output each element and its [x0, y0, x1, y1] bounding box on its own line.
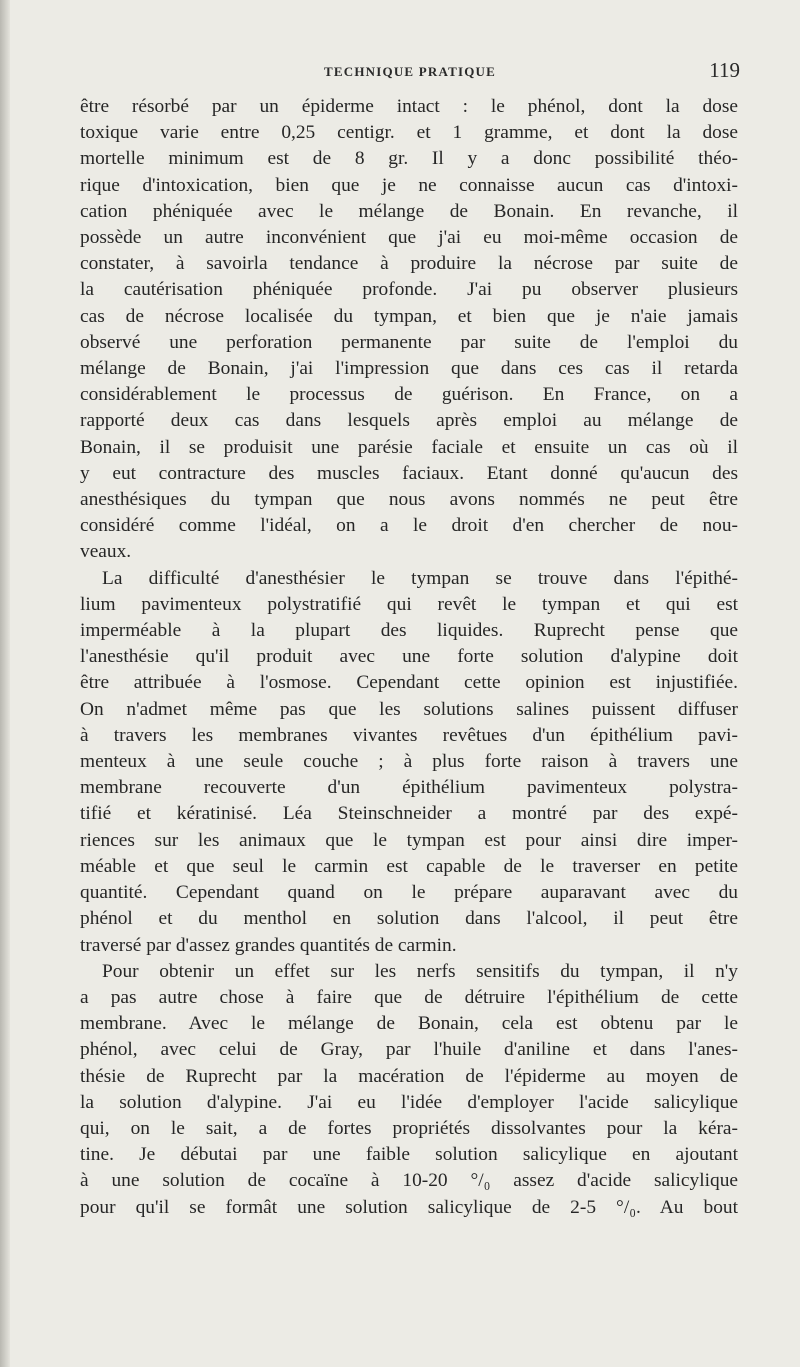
- text-line: thésie de Ruprecht par la macération de l'épiderme au moyen de: [80, 1065, 738, 1087]
- text-line: veaux.: [80, 541, 132, 563]
- text-line: pour qu'il se formât une solution salicylique de 2-5 °/₀. Au bout: [80, 1196, 738, 1218]
- text-line: phénol, avec celui de Gray, par l'huile d'aniline et dans l'anes-: [80, 1039, 738, 1061]
- text-line: observé une perforation permanente par suite de l'emploi du: [80, 331, 738, 353]
- text-line: à travers les membranes vivantes revêtues d'un épithélium pavi-: [80, 724, 738, 746]
- text-line: y eut contracture des muscles faciaux. Etant donné qu'aucun des: [80, 462, 738, 484]
- text-line: mélange de Bonain, j'ai l'impression que dans ces cas il retarda: [80, 358, 738, 380]
- text-line: quantité. Cependant quand on le prépare auparavant avec du: [80, 882, 738, 904]
- text-line: lium pavimenteux polystratifié qui revêt le tympan et qui est: [80, 593, 738, 615]
- text-line: cation phéniquée avec le mélange de Bonain. En revanche, il: [80, 200, 738, 222]
- text-line: considérablement le processus de guérison. En France, on a: [80, 384, 738, 406]
- text-line: possède un autre inconvénient que j'ai eu moi-même occasion de: [80, 227, 738, 249]
- text-line: être attribuée à l'osmose. Cependant cette opinion est injustifiée.: [80, 672, 738, 694]
- text-line: imperméable à la plupart des liquides. Ruprecht pense que: [80, 620, 738, 642]
- text-line: anesthésiques du tympan que nous avons nommés ne peut être: [80, 489, 738, 511]
- page-number: 119: [709, 58, 740, 82]
- text-line: riences sur les animaux que le tympan est pour ainsi dire imper-: [80, 829, 738, 851]
- text-line: toxique varie entre 0,25 centigr. et 1 gramme, et dont la dose: [80, 122, 738, 144]
- text-line: à une solution de cocaïne à 10-20 °/₀ assez d'acide salicylique: [80, 1170, 738, 1192]
- text-line: qui, on le sait, a de fortes propriétés dissolvantes pour la kéra-: [80, 1117, 738, 1139]
- text-line: constater, à savoirla tendance à produire la nécrose par suite de: [80, 253, 738, 275]
- body-text: [80, 94, 738, 1221]
- text-line: tine. Je débutai par une faible solution salicylique en ajoutant: [80, 1144, 738, 1166]
- text-line: Pour obtenir un effet sur les nerfs sensitifs du tympan, il n'y: [102, 960, 738, 982]
- text-line: membrane recouverte d'un épithélium pavimenteux polystra-: [80, 777, 738, 799]
- text-line: traversé par d'assez grandes quantités de carmin.: [80, 934, 457, 956]
- text-line: La difficulté d'anesthésier le tympan se trouve dans l'épithé-: [102, 567, 738, 589]
- text-line: tifié et kératinisé. Léa Steinschneider a montré par des expé-: [80, 803, 738, 825]
- text-line: méable et que seul le carmin est capable de le traverser en petite: [80, 855, 738, 877]
- text-line: l'anesthésie qu'il produit avec une forte solution d'alypine doit: [80, 646, 738, 668]
- text-line: a pas autre chose à faire que de détruire l'épithélium de cette: [80, 986, 738, 1008]
- page-edge-shadow: [0, 0, 10, 1367]
- text-line: On n'admet même pas que les solutions salines puissent diffuser: [80, 698, 738, 720]
- text-line: menteux à une seule couche ; à plus forte raison à travers une: [80, 751, 738, 773]
- text-line: membrane. Avec le mélange de Bonain, cela est obtenu par le: [80, 1013, 738, 1035]
- text-line: rapporté deux cas dans lesquels après emploi au mélange de: [80, 410, 738, 432]
- running-head: TECHNIQUE PRATIQUE: [324, 64, 496, 79]
- text-line: cas de nécrose localisée du tympan, et bien que je n'aie jamais: [80, 305, 738, 327]
- text-line: la solution d'alypine. J'ai eu l'idée d'employer l'acide salicylique: [80, 1091, 738, 1113]
- text-line: être résorbé par un épiderme intact : le phénol, dont la dose: [80, 96, 738, 117]
- text-line: rique d'intoxication, bien que je ne connaisse aucun cas d'intoxi-: [80, 174, 738, 196]
- text-line: mortelle minimum est de 8 gr. Il y a donc possibilité théo-: [80, 148, 738, 170]
- text-line: Bonain, il se produisit une parésie faciale et ensuite un cas où il: [80, 436, 738, 458]
- text-line: phénol et du menthol en solution dans l'alcool, il peut être: [80, 908, 738, 930]
- text-line: considéré comme l'idéal, on a le droit d'en chercher de nou-: [80, 515, 738, 537]
- text-line: la cautérisation phéniquée profonde. J'ai pu observer plusieurs: [80, 279, 738, 301]
- page-header: [80, 58, 740, 84]
